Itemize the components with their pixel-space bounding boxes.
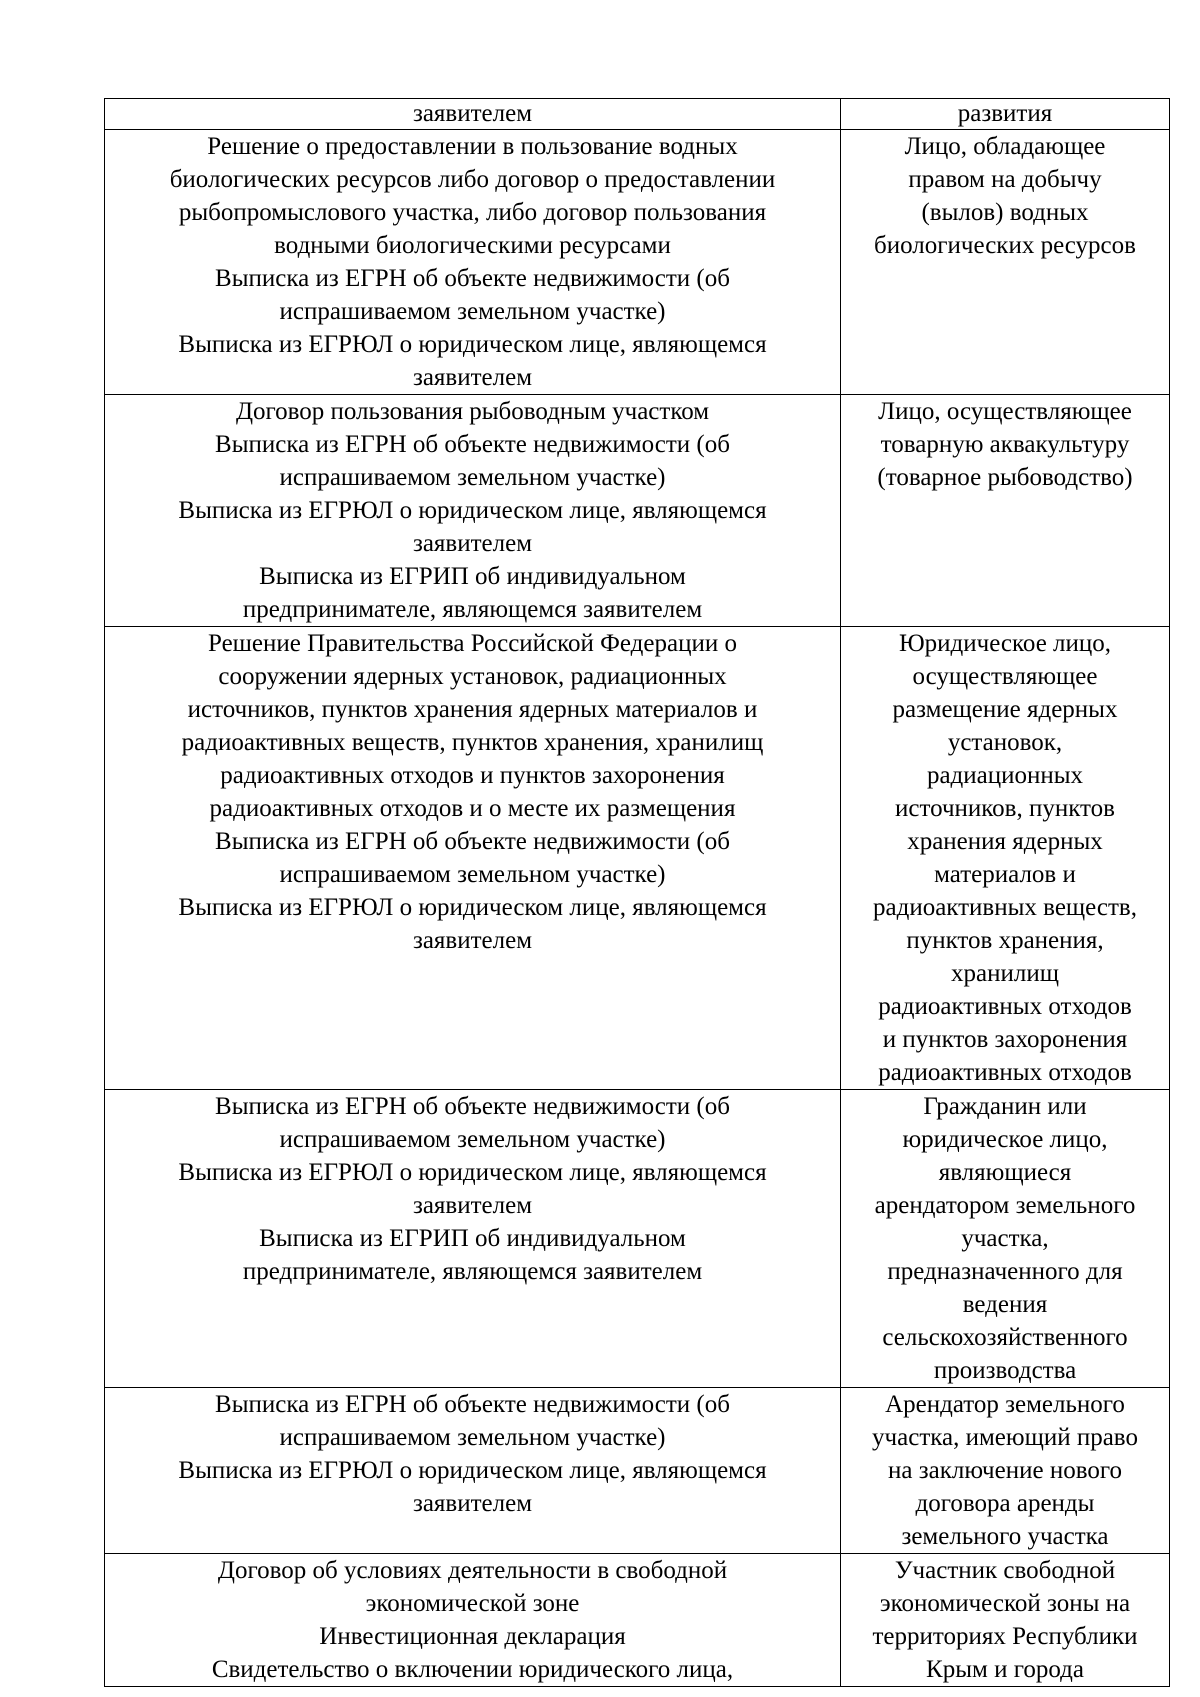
- document-table: [104, 98, 1170, 1687]
- cell-text-line: размещение ядерных: [892, 696, 1118, 723]
- cell-text-line: радиоактивных отходов и о месте их размещения: [209, 795, 736, 822]
- cell-text-line: Выписка из ЕГРЮЛ о юридическом лице, являющемся: [178, 497, 767, 524]
- cell-documents: [105, 627, 841, 1090]
- cell-text-line: на заключение нового: [888, 1457, 1122, 1484]
- cell-text-line: заявителем: [412, 927, 533, 954]
- cell-text-line: радиоактивных веществ,: [873, 894, 1137, 921]
- cell-text-line: Лицо, обладающее: [904, 133, 1106, 160]
- cell-text-line: участка,: [961, 1225, 1049, 1252]
- cell-documents: [105, 1090, 841, 1388]
- cell-text-line: являющиеся: [938, 1159, 1072, 1186]
- cell-text-line: (товарное рыбоводство): [877, 464, 1133, 491]
- cell-text-line: Выписка из ЕГРЮЛ о юридическом лице, являющемся: [178, 1457, 767, 1484]
- cell-text-line: радиационных: [926, 762, 1084, 789]
- cell-text-line: сооружении ядерных установок, радиационных: [218, 663, 727, 690]
- cell-text-line: Выписка из ЕГРЮЛ о юридическом лице, являющемся: [178, 894, 767, 921]
- cell-applicant: [841, 627, 1170, 1090]
- cell-text-line: источников, пунктов: [895, 795, 1115, 822]
- cell-text-line: осуществляющее: [912, 663, 1098, 690]
- cell-text-line: арендатором земельного: [874, 1192, 1136, 1219]
- cell-documents: [105, 99, 841, 130]
- cell-text-line: источников, пунктов хранения ядерных материалов и: [187, 696, 758, 723]
- cell-text-line: Договор пользования рыбоводным участком: [235, 398, 710, 425]
- cell-text-line: предназначенного для: [887, 1258, 1123, 1285]
- cell-text-line: Договор об условиях деятельности в свободной: [217, 1557, 728, 1584]
- cell-text-line: Выписка из ЕГРИП об индивидуальном: [259, 563, 686, 590]
- cell-text-line: заявителем: [412, 1192, 533, 1219]
- cell-text-line: заявителем: [412, 364, 533, 391]
- cell-text-line: сельскохозяйственного: [882, 1324, 1128, 1351]
- cell-text-line: хранилищ: [951, 960, 1059, 987]
- cell-text-line: установок,: [947, 729, 1063, 756]
- cell-text-line: радиоактивных веществ, пунктов хранения, хранилищ: [181, 729, 764, 756]
- cell-text-line: правом на добычу: [908, 166, 1102, 193]
- cell-text-line: Участник свободной: [894, 1557, 1116, 1584]
- cell-text-line: Решение Правительства Российской Федерации о: [208, 630, 737, 657]
- cell-applicant: [841, 1388, 1170, 1554]
- cell-text-line: Юридическое лицо,: [898, 630, 1112, 657]
- cell-text-line: испрашиваемом земельном участке): [279, 861, 666, 888]
- cell-text-line: радиоактивных отходов и пунктов захоронения: [220, 762, 725, 789]
- cell-text-line: заявителем: [412, 1490, 533, 1517]
- cell-text-line: участка, имеющий право: [872, 1424, 1138, 1451]
- table-row: [105, 1090, 1170, 1388]
- cell-text-line: хранения ядерных: [907, 828, 1103, 855]
- table-row: [105, 395, 1170, 627]
- cell-text: заявителем: [412, 100, 533, 127]
- cell-text-line: экономической зоне: [365, 1590, 580, 1617]
- cell-text-line: Решение о предоставлении в пользование водных: [207, 133, 738, 160]
- table-row-header: [105, 99, 1170, 130]
- cell-text-line: испрашиваемом земельном участке): [279, 298, 666, 325]
- cell-text-line: испрашиваемом земельном участке): [279, 1424, 666, 1451]
- cell-text-line: пунктов хранения,: [906, 927, 1104, 954]
- cell-documents: [105, 130, 841, 395]
- cell-text-line: земельного участка: [901, 1523, 1109, 1550]
- cell-text: развития: [957, 100, 1053, 127]
- cell-applicant: [841, 1554, 1170, 1687]
- cell-text-line: договора аренды: [915, 1490, 1095, 1517]
- cell-text-line: ведения: [962, 1291, 1048, 1318]
- cell-text-line: радиоактивных отходов: [878, 993, 1132, 1020]
- cell-text-line: Выписка из ЕГРН об объекте недвижимости (об: [215, 1093, 730, 1120]
- cell-text-line: предпринимателе, являющемся заявителем: [242, 596, 703, 623]
- cell-text-line: Выписка из ЕГРИП об индивидуальном: [259, 1225, 686, 1252]
- cell-text-line: товарную аквакультуру: [880, 431, 1130, 458]
- cell-text-line: Выписка из ЕГРН об объекте недвижимости (об: [215, 828, 730, 855]
- cell-text-line: Арендатор земельного: [885, 1391, 1125, 1418]
- cell-text-line: Выписка из ЕГРН об объекте недвижимости (об: [215, 265, 730, 292]
- cell-text-line: заявителем: [412, 530, 533, 557]
- cell-applicant: [841, 99, 1170, 130]
- cell-documents: [105, 395, 841, 627]
- cell-text-line: радиоактивных отходов: [878, 1059, 1132, 1086]
- cell-applicant: [841, 395, 1170, 627]
- table-row: [105, 1388, 1170, 1554]
- cell-text-line: Инвестиционная декларация: [319, 1623, 626, 1650]
- cell-text-line: Выписка из ЕГРН об объекте недвижимости (об: [215, 431, 730, 458]
- cell-text-line: Гражданин или: [923, 1093, 1087, 1120]
- cell-text-line: Выписка из ЕГРЮЛ о юридическом лице, являющемся: [178, 331, 767, 358]
- cell-text-line: испрашиваемом земельном участке): [279, 464, 666, 491]
- cell-text-line: материалов и: [934, 861, 1076, 888]
- cell-text-line: юридическое лицо,: [902, 1126, 1108, 1153]
- cell-text-line: Свидетельство о включении юридического лица,: [211, 1656, 734, 1683]
- cell-documents: [105, 1388, 841, 1554]
- cell-text-line: биологических ресурсов: [874, 232, 1136, 259]
- cell-applicant: [841, 130, 1170, 395]
- table-row: [105, 1554, 1170, 1687]
- cell-applicant: [841, 1090, 1170, 1388]
- table-row: [105, 130, 1170, 395]
- cell-text-line: водными биологическими ресурсами: [274, 232, 671, 259]
- cell-text-line: Выписка из ЕГРН об объекте недвижимости (об: [215, 1391, 730, 1418]
- cell-text-line: испрашиваемом земельном участке): [279, 1126, 666, 1153]
- cell-text-line: (вылов) водных: [921, 199, 1089, 226]
- cell-text-line: биологических ресурсов либо договор о предоставлении: [169, 166, 776, 193]
- cell-text-line: Крым и города: [926, 1656, 1084, 1683]
- cell-text-line: предпринимателе, являющемся заявителем: [242, 1258, 703, 1285]
- cell-documents: [105, 1554, 841, 1687]
- cell-text-line: рыбопромыслового участка, либо договор пользования: [178, 199, 767, 226]
- table-row: [105, 627, 1170, 1090]
- cell-text-line: Лицо, осуществляющее: [878, 398, 1132, 425]
- cell-text-line: производства: [933, 1357, 1077, 1384]
- cell-text-line: Выписка из ЕГРЮЛ о юридическом лице, являющемся: [178, 1159, 767, 1186]
- cell-text-line: территориях Республики: [872, 1623, 1138, 1650]
- cell-text-line: экономической зоны на: [879, 1590, 1131, 1617]
- cell-text-line: и пунктов захоронения: [882, 1026, 1128, 1053]
